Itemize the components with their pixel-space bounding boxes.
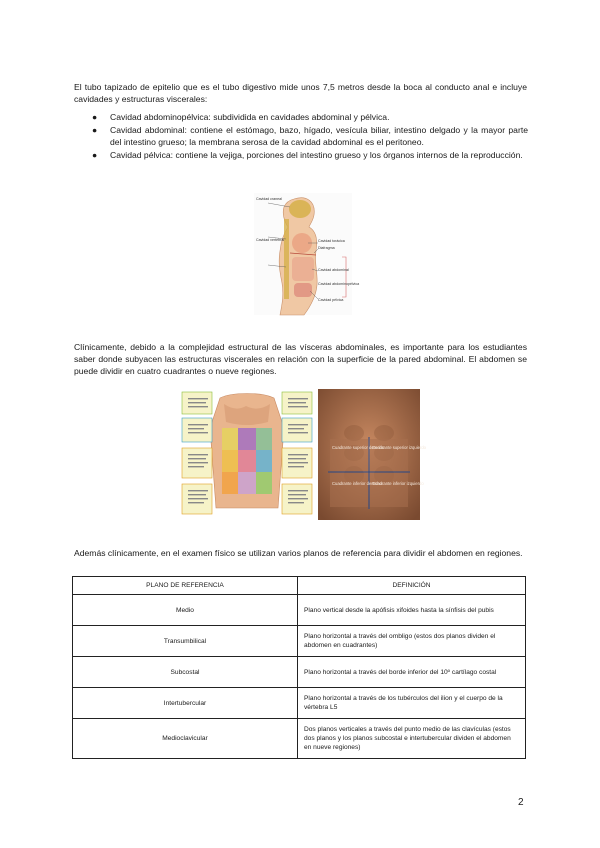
cavities-list	[92, 111, 528, 162]
table-row	[73, 626, 526, 657]
fig-label: Cavidad abdominal	[318, 268, 349, 272]
plane-name: Medioclavicular	[73, 719, 298, 759]
plane-definition: Dos planos verticales a través del punto medio de las clavículas (estos dos planos y los planos subcostal e intertubercular dividen el abdomen en nueve regiones)	[298, 719, 526, 759]
plane-definition: Plano vertical desde la apófisis xifoides hasta la sínfisis del pubis	[298, 595, 526, 626]
table-row	[73, 688, 526, 719]
plane-definition: Plano horizontal a través del ombligo (estos dos planos dividen el abdomen en cuadrantes)	[298, 626, 526, 657]
body-cavities-figure	[254, 193, 360, 315]
nine-regions-figure	[180, 388, 314, 520]
clinical-paragraph: Clínicamente, debido a la complejidad estructural de las vísceras abdominales, es importante para los estudiantes saber donde subyacen las estructuras viscerales en relación con la superficie de la pared abdominal. El abdomen se puede dividir en cuatro cuadrantes o nueve regiones.	[74, 341, 527, 377]
four-quadrants-figure	[318, 389, 427, 520]
quadrant-label: Cuadrante superior izquierdo	[372, 445, 427, 450]
bullet-icon: ●	[92, 150, 98, 161]
table-row	[73, 595, 526, 626]
table-header-row	[73, 577, 526, 595]
plane-definition: Plano horizontal a través de los tubérculos del ilion y el cuerpo de la vértebra L5	[298, 688, 526, 719]
fig-label: Cavidad craneal	[256, 197, 282, 201]
quadrant-label: Cuadrante superior derecho	[332, 445, 385, 450]
fig-label: Cavidad pélvica	[318, 298, 344, 302]
list-item: ● Cavidad abdominal: contiene el estómago, bazo, hígado, vesícula biliar, intestino delgado y la mayor parte del intestino grueso; la membrana serosa de la cavidad abdominal es el peritoneo.	[92, 124, 528, 148]
quadrant-label: Cuadrante inferior derecho	[332, 481, 382, 486]
fig-label: Cavidad vertebral	[256, 238, 285, 242]
list-item: ● Cavidad pélvica: contiene la vejiga, porciones del intestino grueso y los órganos internos de la reproducción.	[92, 150, 523, 161]
table-row	[73, 719, 526, 759]
column-header: DEFINICIÓN	[298, 577, 526, 595]
plane-definition: Plano horizontal a través del borde inferior del 10º cartílago costal	[298, 657, 526, 688]
plane-name: Intertubercular	[73, 688, 298, 719]
intro-paragraph: El tubo tapizado de epitelio que es el tubo digestivo mide unos 7,5 metros desde la boca al conducto anal e incluye cavidades y estructuras viscerales:	[74, 81, 527, 104]
plane-name: Subcostal	[73, 657, 298, 688]
plane-name: Medio	[73, 595, 298, 626]
planes-paragraph: Además clínicamente, en el examen físico se utilizan varios planos de referencia para dividir el abdomen en regiones.	[74, 547, 523, 558]
fig-label: Diafragma	[318, 246, 335, 250]
plane-name: Transumbilical	[73, 626, 298, 657]
quadrant-label: Cuadrante inferior izquierdo	[372, 481, 424, 486]
reference-planes-table	[72, 576, 526, 759]
bullet-icon: ●	[92, 124, 98, 135]
column-header: PLANO DE REFERENCIA	[73, 577, 298, 595]
table-row	[73, 657, 526, 688]
fig-label: Cavidad abdominopélvica	[318, 282, 360, 286]
bullet-icon: ●	[92, 112, 98, 122]
page-number: 2	[518, 797, 524, 808]
fig-label: Cavidad torácica	[318, 239, 345, 243]
list-item: ● Cavidad abdominopélvica: subdividida en cavidades abdominal y pélvica.	[92, 112, 390, 122]
